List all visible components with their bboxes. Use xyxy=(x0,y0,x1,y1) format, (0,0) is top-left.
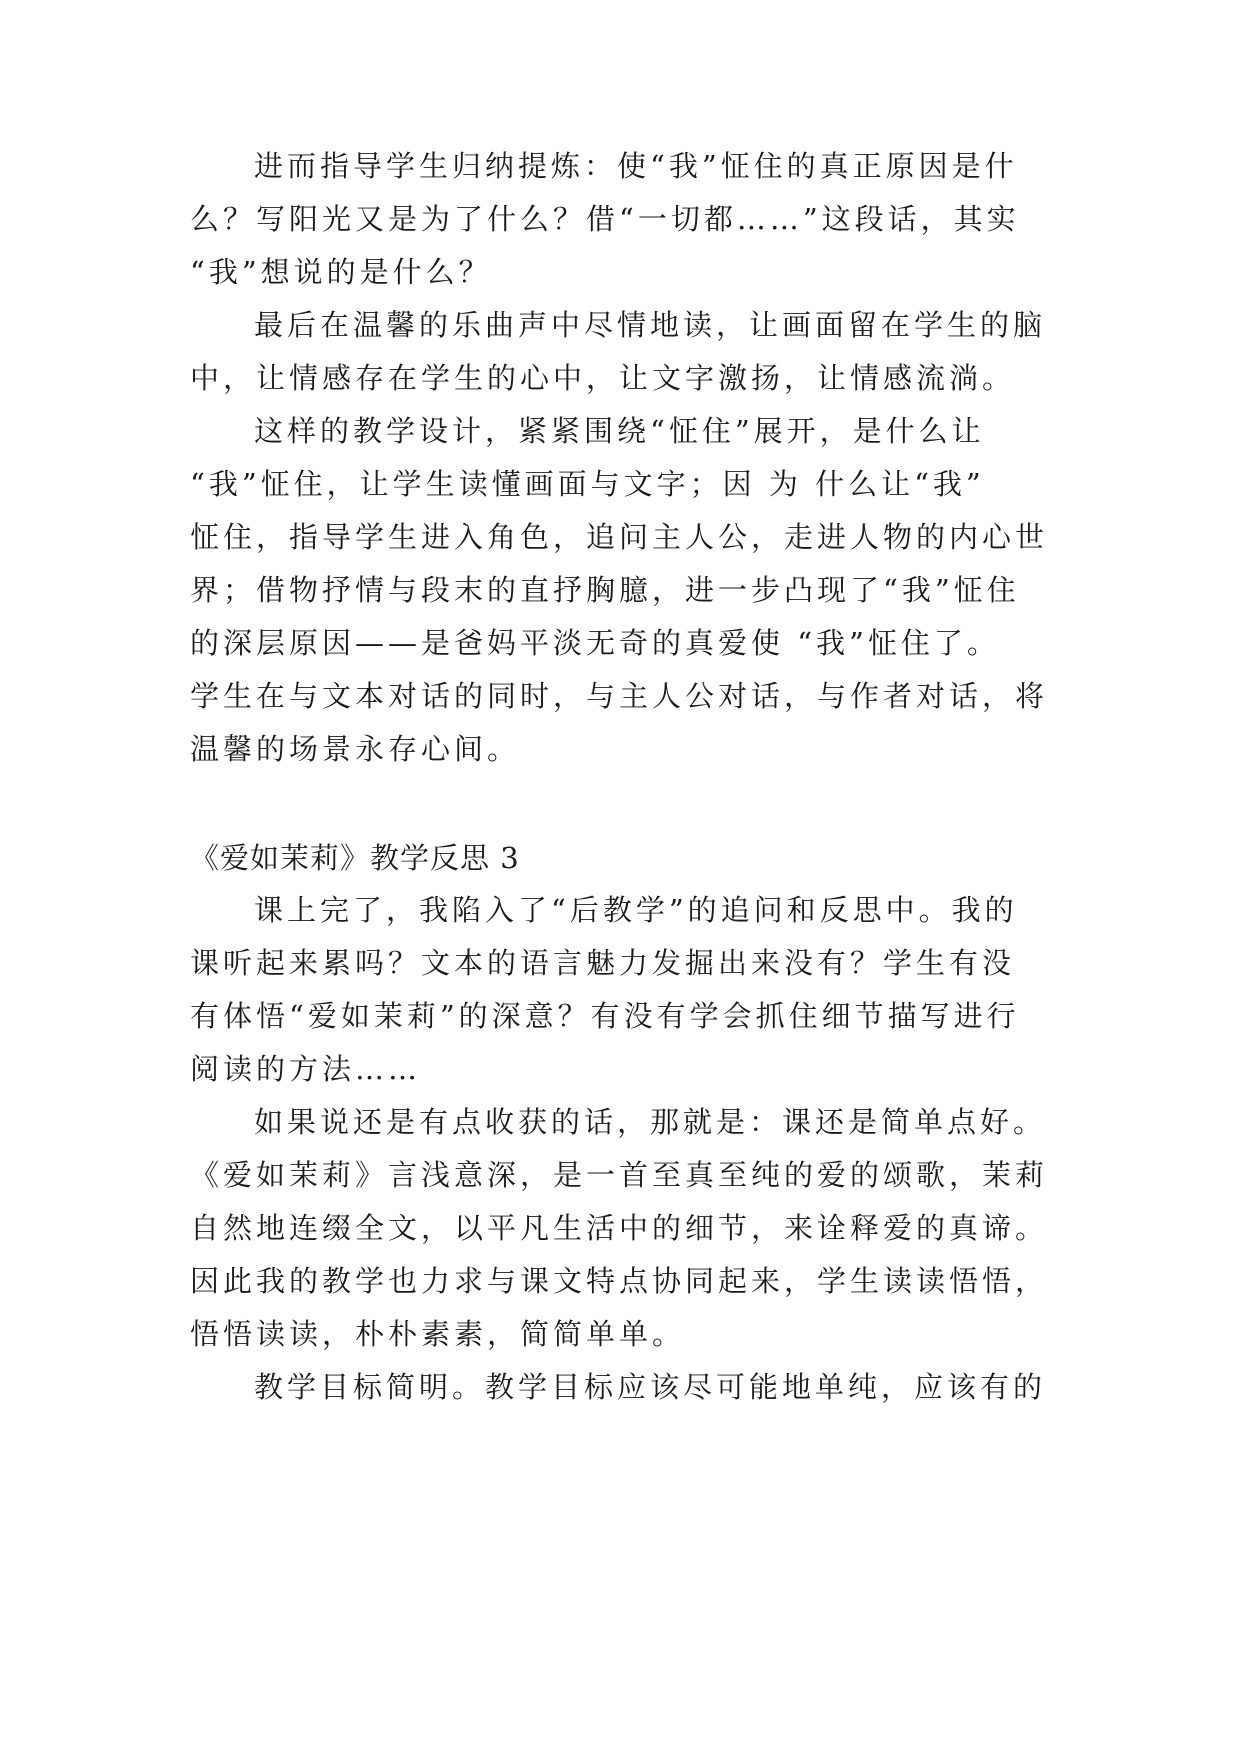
paragraph-line: 有体悟“爱如茉莉”的深意？有没有学会抓住细节描写进行 xyxy=(190,999,1020,1033)
paragraph-line: 课听起来累吗？文本的语言魅力发掘出来没有？学生有没 xyxy=(190,946,1016,980)
paragraph-line: 自然地连缀全文，以平凡生活中的细节，来诠释爱的真谛。 xyxy=(190,1211,1049,1245)
paragraph-line: 中，让情感存在学生的心中，让文字激扬，让情感流淌。 xyxy=(190,361,1016,395)
paragraph-line: 阅读的方法…… xyxy=(190,1052,422,1086)
section-heading: 《爱如茉莉》教学反思 3 xyxy=(190,841,520,875)
paragraph-line: 进而指导学生归纳提炼：使“我”怔住的真正原因是什 xyxy=(254,149,1018,183)
paragraph-line: “我”怔住，让学生读懂画面与文字；因 为 什么让“我” xyxy=(190,467,985,501)
paragraph-line: 界；借物抒情与段末的直抒胸臆，进一步凸现了“我”怔住 xyxy=(190,573,1020,607)
paragraph-line: 因此我的教学也力求与课文特点协同起来，学生读读悟悟， xyxy=(190,1264,1049,1298)
paragraph-line: 学生在与文本对话的同时，与主人公对话，与作者对话，将 xyxy=(190,679,1049,713)
paragraph-line: 悟悟读读，朴朴素素，简简单单。 xyxy=(190,1317,686,1351)
paragraph-line: “我”想说的是什么？ xyxy=(190,255,492,289)
paragraph-line: 《爱如茉莉》言浅意深，是一首至真至纯的爱的颂歌，茉莉 xyxy=(190,1158,1049,1192)
paragraph-line: 如果说还是有点收获的话，那就是：课还是简单点好。 xyxy=(254,1105,1047,1139)
paragraph-line: 么？写阳光又是为了什么？借“一切都……”这段话，其实 xyxy=(190,202,1020,236)
paragraph-line: 怔住，指导学生进入角色，追问主人公，走进人物的内心世 xyxy=(190,520,1049,554)
paragraph-line: 课上完了，我陷入了“后教学”的追问和反思中。我的 xyxy=(254,893,1018,927)
paragraph-line: 教学目标简明。教学目标应该尽可能地单纯，应该有的 xyxy=(254,1370,1047,1404)
paragraph-line: 温馨的场景永存心间。 xyxy=(190,732,521,766)
paragraph-line: 的深层原因——是爸妈平淡无奇的真爱使 “我”怔住了。 xyxy=(190,626,1000,660)
paragraph-line: 最后在温馨的乐曲声中尽情地读，让画面留在学生的脑 xyxy=(254,308,1047,342)
paragraph-line: 这样的教学设计，紧紧围绕“怔住”展开，是什么让 xyxy=(254,414,985,448)
